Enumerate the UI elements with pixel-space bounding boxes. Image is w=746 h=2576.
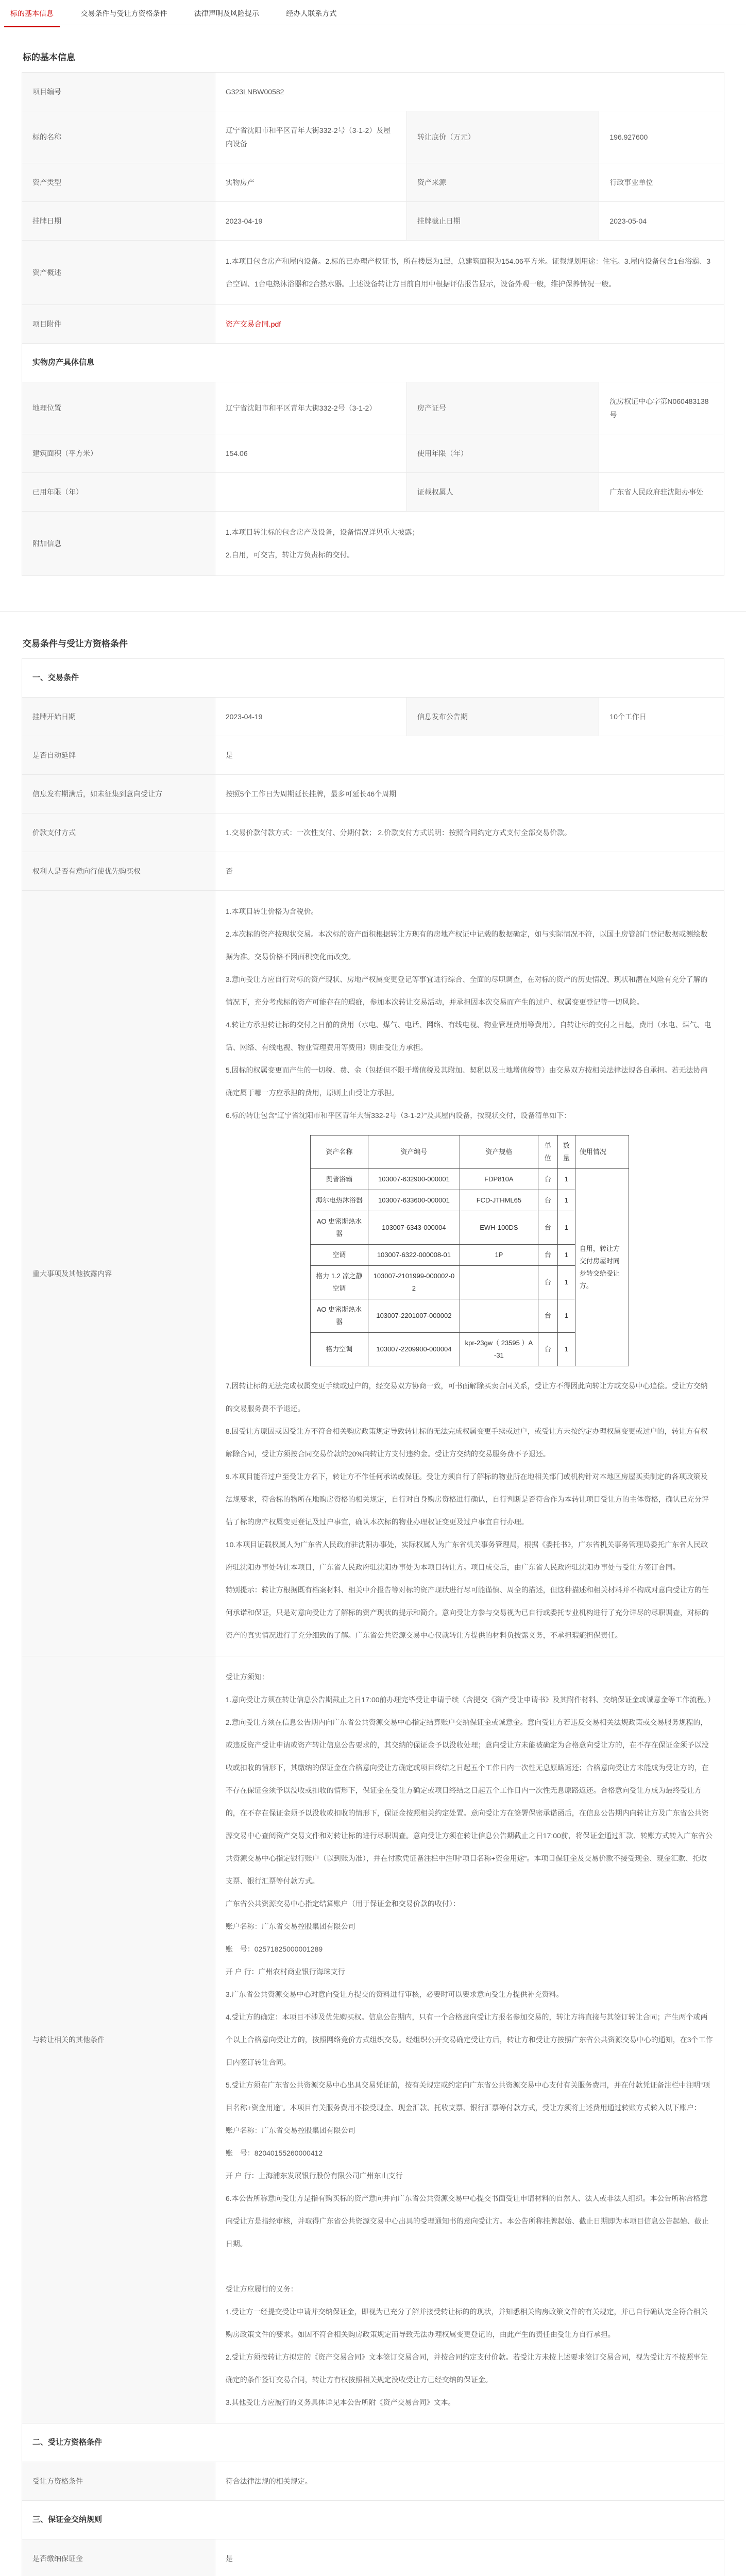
equipment-list-table: [310, 1135, 629, 1366]
table-row: [22, 852, 724, 891]
equip-spec: kpr-23gw（ 23595 ）A-31: [460, 1333, 538, 1366]
other-conditions-paragraph: 2.意向受让方须在信息公告期内向广东省公共资源交易中心指定结算账户交纳保证金或诚意金。意向受让方若违反交易相关法规政策或交易服务规程的，或违反资产受让申请或资产转让信息公告要求的，其交纳的保证金予以没收处理；意向受让方未能被确定为合格意向受让方的，在不存在保证金须予以没收或扣收的情形下，其缴纳的保证金在合格意向受让方确定或项目终结之日起五个工作日内一次性无息原路返还；合格意向受让方未能成为受让方的，在不存在保证金须予以没收或扣收的情形下，保证金在受让方确定或项目终结之日起五个工作日内一次性无息原路返还。合格意向受让方成为最终受让方的，在不存在保证金须予以没收或扣收的情形下，保证金按照相关约定处置。意向受让方在签署保密承诺函后，在信息公告期内向转让方及广东省公共资源交易中心查阅资产交易文件和对转让标的进行尽职调查。意向受让方须在转让信息公告期截止之日17:00前，将保证金通过汇款、转账方式转入广东省公共资源交易中心指定银行账户（以到账为准），并在付款凭证备注栏中注明“项目名称+资金用途”。本项目保证金及交易价款不接受现金、现金汇款、托收支票、银行汇票等付款方式。: [226, 1711, 714, 1892]
field-label: 挂牌日期: [22, 202, 215, 241]
tab-bar: [0, 0, 746, 25]
disclosure-paragraph: 6.标的转让包含“辽宁省沈阳市和平区青年大街332-2号（3-1-2）”及其屋内设备，按现状交付，设备清单如下：: [226, 1104, 714, 1127]
field-label: 项目编号: [22, 73, 215, 111]
field-value: 2023-04-19: [215, 698, 406, 736]
field-value: [599, 434, 724, 473]
equip-col-spec: 资产规格: [460, 1136, 538, 1169]
field-label: 重大事项及其他披露内容: [22, 891, 215, 1656]
table-row: [22, 2462, 724, 2501]
field-label: 价款支付方式: [22, 814, 215, 852]
disclosure-paragraph: 9.本项目能否过户至受让方名下，转让方不作任何承诺或保证。受让方须自行了解标的物业所在地相关部门或机构针对本地区房屋买卖制定的各项政策及法规要求，符合标的物所在地购房资格的相关规定，自行对自身购房资格进行确认，自行判断是否符合作为本转让项目受让方的主体资格，确认已充分评估了标的房产权属变更登记及过户事宜，确认本次标的物业办理权证变更及过户事宜自行办理。: [226, 1465, 714, 1533]
other-conditions-heading: 受让方须知：: [226, 1666, 714, 1688]
obligations-heading: 受让方应履行的义务：: [226, 2278, 714, 2300]
service-fee-account-bank: 开 户 行：上海浦东发展银行股份有限公司广州东山支行: [226, 2164, 714, 2187]
table-row: [22, 111, 724, 163]
section-title-trade: 交易条件与受让方资格条件: [23, 636, 724, 649]
equipment-header-row: [310, 1136, 629, 1169]
field-label: 资产类型: [22, 163, 215, 202]
field-label: 项目附件: [22, 305, 215, 344]
equip-qty: 1: [557, 1211, 575, 1245]
field-label: 建筑面积（平方米）: [22, 434, 215, 473]
field-value: 广东省人民政府驻沈阳办事处: [599, 473, 724, 512]
disclosure-paragraph: 2.本次标的资产按现状交易。本次标的资产面积根据转让方现有的房地产权证中记载的数据确定，如与实际情况不符，以国土房管部门登记数据或测绘数据为准。交易价格不因面积变化而改变。: [226, 923, 714, 968]
subsection-row: [22, 2501, 724, 2539]
disclosure-paragraph: 3.意向受让方应自行对标的资产现状、房地产权属变更登记等事宜进行综合、全面的尽职调查，在对标的资产的历史情况、现状和潜在风险有充分了解的情况下，充分考虑标的资产可能存在的瑕疵，参加本次转让交易活动，并承担因本次交易而产生的过户、权属变更登记等一切风险。: [226, 968, 714, 1013]
field-value: 辽宁省沈阳市和平区青年大街332-2号（3-1-2）及屋内设备: [215, 111, 406, 163]
table-row: [22, 736, 724, 775]
other-conditions-paragraph: 6.本公告所称意向受让方是指有购买标的资产意向并向广东省公共资源交易中心提交书面受让申请材料的自然人、法人或非法人组织。本公告所称合格意向受让方是指经审核，并取得广东省公共资源交易中心出具的受理通知书的意向受让方。本公告所称挂牌起始、截止日期即为本项目信息公告起始、截止日期。: [226, 2187, 714, 2255]
field-value: 2023-04-19: [215, 202, 406, 241]
section-basic-info: [0, 25, 746, 611]
disclosure-paragraph: 5.因标的权属变更而产生的一切税、费、金（包括但不限于增值税及其附加、契税以及土地增值税等）由交易双方按相关法律法规各自承担。若无法协商确定属于哪一方应承担的费用，原则上由受让方承担。: [226, 1059, 714, 1104]
section-title-basic: 标的基本信息: [23, 50, 724, 63]
equip-qty: 1: [557, 1245, 575, 1266]
equip-usage-note: 自用，转让方交付房屋时同步转交给受让方。: [575, 1169, 629, 1366]
subsection-title-qualification: 二、受让方资格条件: [22, 2424, 724, 2462]
table-row: [22, 163, 724, 202]
field-label: 资产概述: [22, 241, 215, 305]
field-value: 10个工作日: [599, 698, 724, 736]
equip-qty: 1: [557, 1190, 575, 1211]
other-conditions-text: [215, 1656, 724, 2424]
table-row: [22, 434, 724, 473]
subsection-row: [22, 2424, 724, 2462]
subsection-title-trade-conditions: 一、交易条件: [22, 659, 724, 698]
equip-spec: [460, 1299, 538, 1333]
field-value: 是: [215, 736, 724, 775]
field-value: G323LNBW00582: [215, 73, 724, 111]
table-row: [22, 698, 724, 736]
equip-col-unit: 单位: [538, 1136, 557, 1169]
field-value: 196.927600: [599, 111, 724, 163]
disclosure-paragraph: 4.转让方承担转让标的交付之日前的费用（水电、煤气、电话、网络、有线电视、物业管理费用等费用）。自转让标的交付之日起，费用（水电、煤气、电话、网络、有线电视、物业管理费用等费用）则由受让方承担。: [226, 1013, 714, 1059]
settlement-account-name: 账户名称：广东省交易控股集团有限公司: [226, 1915, 714, 1938]
disclosure-paragraph: 10.本项目证载权属人为广东省人民政府驻沈阳办事处，实际权属人为广东省机关事务管理局，根据《委托书》，广东省机关事务管理局委托广东省人民政府驻沈阳办事处转让本项目，广东省人民政府驻沈阳办事处为本项目转让方。项目成交后，由广东省人民政府驻沈阳办事处与受让方签订合同。: [226, 1533, 714, 1579]
settlement-account-intro: 广东省公共资源交易中心指定结算账户（用于保证金和交易价款的收付）：: [226, 1892, 714, 1915]
equip-code: 103007-633600-000001: [368, 1190, 460, 1211]
field-value: [215, 473, 406, 512]
equip-col-qty: 数量: [557, 1136, 575, 1169]
equip-spec: 1P: [460, 1245, 538, 1266]
asset-overview-text: 1.本项目包含房产和屋内设备。2.标的已办理产权证书，所在楼层为1层，总建筑面积为154.06平方米。证载规划用途：住宅。3.屋内设备包含1台浴霸、3台空调、1台电热沐浴器和2台热水器。上述设备转让方目前自用中根据评估报告显示，设备外观一般，维护保养情况一般。: [215, 241, 724, 305]
equip-unit: 台: [538, 1266, 557, 1299]
table-row: [22, 73, 724, 111]
settlement-account-number: 账 号：02571825000001289: [226, 1938, 714, 1960]
equip-spec: FCD-JTHML65: [460, 1190, 538, 1211]
equip-col-code: 资产编号: [368, 1136, 460, 1169]
table-row: [22, 1656, 724, 2424]
trade-conditions-table: [22, 658, 724, 2576]
service-fee-account-name: 账户名称：广东省交易控股集团有限公司: [226, 2119, 714, 2142]
equip-qty: 1: [557, 1299, 575, 1333]
field-value: [215, 305, 724, 344]
other-conditions-paragraph: 1.意向受让方须在转让信息公告期截止之日17:00前办理完毕受让申请手续（含提交《资产受让申请书》及其附件材料、交纳保证金或诚意金等工作流程。）: [226, 1688, 714, 1711]
subsection-row: [22, 344, 724, 382]
table-row: [22, 241, 724, 305]
field-value: 按照5个工作日为周期延长挂牌，最多可延长46个周期: [215, 775, 724, 814]
equip-unit: 台: [538, 1333, 557, 1366]
basic-info-table: [22, 72, 724, 576]
extra-info-line: 1.本项目转让标的包含房产及设备，设备情况详见重大披露；: [226, 521, 714, 544]
equip-spec: FDP810A: [460, 1169, 538, 1190]
disclosure-special-note: 特别提示：转让方根据既有档案材料、相关中介报告等对标的资产现状进行尽可能谨慎、周全的描述，但这种描述和相关材料并不构成对意向受让方的任何承诺和保证，只是对意向受让方了解标的资产现状的提示和简介。意向受让方参与交易视为已自行或委托专业机构进行了充分详尽的尽职调查，对标的资产的真实情况进行了充分细致的了解。广东省公共资源交易中心仅就转让方提供的材料负披露义务，不承担瑕疵担保责任。: [226, 1579, 714, 1647]
table-row: [22, 512, 724, 576]
equipment-row: [310, 1169, 629, 1190]
equip-name: AO 史密斯热水器: [310, 1211, 368, 1245]
equip-qty: 1: [557, 1169, 575, 1190]
field-label: 挂牌开始日期: [22, 698, 215, 736]
field-label: 信息发布公告期: [406, 698, 599, 736]
field-value: 辽宁省沈阳市和平区青年大街332-2号（3-1-2）: [215, 382, 406, 434]
equip-code: 103007-2209900-000004: [368, 1333, 460, 1366]
subsection-title-property-detail: 实物房产具体信息: [22, 344, 724, 382]
obligations-paragraph: 2.受让方须按转让方拟定的《资产交易合同》文本签订交易合同，并按合同约定支付价款。若受让方未按上述要求签订交易合同，视为受让方不按照事先确定的条件签订交易合同，转让方有权按照相关规定没收受让方已经交纳的保证金。: [226, 2346, 714, 2391]
field-label: 是否缴纳保证金: [22, 2539, 215, 2576]
field-label: 标的名称: [22, 111, 215, 163]
field-label: 房产证号: [406, 382, 599, 434]
equip-code: 103007-632900-000001: [368, 1169, 460, 1190]
table-row: [22, 814, 724, 852]
section-trade-conditions: [0, 611, 746, 2576]
other-conditions-paragraph: 4.受让方的确定：本项目不涉及优先购买权。信息公告期内，只有一个合格意向受让方报名参加交易的，转让方将直接与其签订转让合同；产生两个或两个以上合格意向受让方的，按照网络竞价方式组织交易。经组织公开交易确定受让方后，转让方和受让方按照广东省公共资源交易中心的通知，在3个工作日内签订转让合同。: [226, 2006, 714, 2074]
equip-code: 103007-2201007-000002: [368, 1299, 460, 1333]
field-value: 沈房权证中心字第N060483138号: [599, 382, 724, 434]
table-row: [22, 382, 724, 434]
equip-name: 海尔电热沐浴器: [310, 1190, 368, 1211]
other-conditions-paragraph: 3.广东省公共资源交易中心对意向受让方提交的资料进行审核，必要时可以要求意向受让方提供补充资料。: [226, 1983, 714, 2006]
equip-spec: EWH-100DS: [460, 1211, 538, 1245]
table-row: [22, 891, 724, 1656]
service-fee-account-number: 账 号：82040155260000412: [226, 2142, 714, 2164]
equip-name: 奥普浴霸: [310, 1169, 368, 1190]
field-label: 证载权属人: [406, 473, 599, 512]
field-value: 是: [215, 2539, 724, 2576]
tab-basic-info[interactable]: 标的基本信息: [4, 0, 60, 27]
equip-name: 格力空调: [310, 1333, 368, 1366]
other-conditions-paragraph: 5.受让方须在广东省公共资源交易中心出具交易凭证前，按有关规定或约定向广东省公共资源交易中心支付有关服务费用，并在付款凭证备注栏中注明“项目名称+资金用途”。本项目有关服务费用不接受现金、现金汇款、托收支票、银行汇票等付款方式，受让方须将上述费用通过转账方式转入以下账户：: [226, 2074, 714, 2119]
equip-qty: 1: [557, 1333, 575, 1366]
equip-code: 103007-6343-000004: [368, 1211, 460, 1245]
equip-unit: 台: [538, 1169, 557, 1190]
field-value: 154.06: [215, 434, 406, 473]
table-row: [22, 202, 724, 241]
table-row: [22, 305, 724, 344]
table-row: [22, 2539, 724, 2576]
field-label: 已用年限（年）: [22, 473, 215, 512]
field-value: 否: [215, 852, 724, 891]
field-label: 是否自动延牌: [22, 736, 215, 775]
field-value: 实物房产: [215, 163, 406, 202]
subsection-title-deposit-rules: 三、保证金交纳规则: [22, 2501, 724, 2539]
tab-legal-notice[interactable]: 法律声明及风险提示: [188, 0, 265, 26]
tab-contact[interactable]: 经办人联系方式: [280, 0, 343, 26]
equip-col-name: 资产名称: [310, 1136, 368, 1169]
table-row: [22, 473, 724, 512]
equip-name: 空调: [310, 1245, 368, 1266]
field-value: 2023-05-04: [599, 202, 724, 241]
equip-name: AO 史密斯热水器: [310, 1299, 368, 1333]
equip-unit: 台: [538, 1245, 557, 1266]
field-label: 权利人是否有意向行使优先购买权: [22, 852, 215, 891]
equip-unit: 台: [538, 1190, 557, 1211]
field-label: 地理位置: [22, 382, 215, 434]
field-label: 附加信息: [22, 512, 215, 576]
field-label: 使用年限（年）: [406, 434, 599, 473]
field-label: 资产来源: [406, 163, 599, 202]
obligations-paragraph: 3.其他受让方应履行的义务具体详见本公告所附《资产交易合同》文本。: [226, 2391, 714, 2414]
disclosure-paragraph: 1.本项目转让价格为含税价。: [226, 900, 714, 923]
disclosure-paragraph: 7.因转让标的无法完成权属变更手续或过户的，经交易双方协商一致，可书面解除买卖合同关系，受让方不得因此向转让方或交易中心追偿。受让方交纳的交易服务费不予退还。: [226, 1375, 714, 1420]
equip-col-usage: 使用情况: [575, 1136, 629, 1169]
field-value: 1.交易价款付款方式：一次性支付、分期付款； 2.价款支付方式说明：按照合同约定方式支付全部交易价款。: [215, 814, 724, 852]
field-label: 受让方资格条件: [22, 2462, 215, 2501]
equip-spec: [460, 1266, 538, 1299]
disclosure-paragraph: 8.因受让方原因或因受让方不符合相关购房政策规定导致转让标的无法完成权属变更手续或过户，或受让方未按约定办理权属变更或过户的，转让方有权解除合同，受让方须按合同交易价款的20%向转让方支付违约金。受让方交纳的交易服务费不予退还。: [226, 1420, 714, 1465]
attachment-pdf-link[interactable]: 资产交易合同.pdf: [226, 320, 281, 328]
obligations-paragraph: 1.受让方一经提交受让申请并交纳保证金，即视为已充分了解并接受转让标的的现状，并知悉相关购房政策文件的有关规定，并已自行确认完全符合相关购房政策文件的要求。如因不符合相关购房政策规定而导致无法办理权属变更登记的，由此产生的责任由受让方自行承担。: [226, 2300, 714, 2346]
settlement-account-bank: 开 户 行：广州农村商业银行海珠支行: [226, 1960, 714, 1983]
equip-code: 103007-6322-000008-01: [368, 1245, 460, 1266]
equip-qty: 1: [557, 1266, 575, 1299]
field-value: 行政事业单位: [599, 163, 724, 202]
tab-trade-conditions[interactable]: 交易条件与受让方资格条件: [74, 0, 173, 26]
field-value: 符合法律法规的相关规定。: [215, 2462, 724, 2501]
subsection-row: [22, 659, 724, 698]
table-row: [22, 775, 724, 814]
equip-unit: 台: [538, 1299, 557, 1333]
field-label: 转让底价（万元）: [406, 111, 599, 163]
field-label: 信息发布期满后，如未征集到意向受让方: [22, 775, 215, 814]
field-label: 挂牌截止日期: [406, 202, 599, 241]
extra-info-text: [215, 512, 724, 576]
extra-info-line: 2.自用，可交吉，转让方负责标的交付。: [226, 544, 714, 566]
equip-name: 格力 1.2 凉之静空调: [310, 1266, 368, 1299]
major-disclosure-text: [215, 891, 724, 1656]
field-label: 与转让相关的其他条件: [22, 1656, 215, 2424]
equip-code: 103007-2101999-000002-02: [368, 1266, 460, 1299]
equip-unit: 台: [538, 1211, 557, 1245]
